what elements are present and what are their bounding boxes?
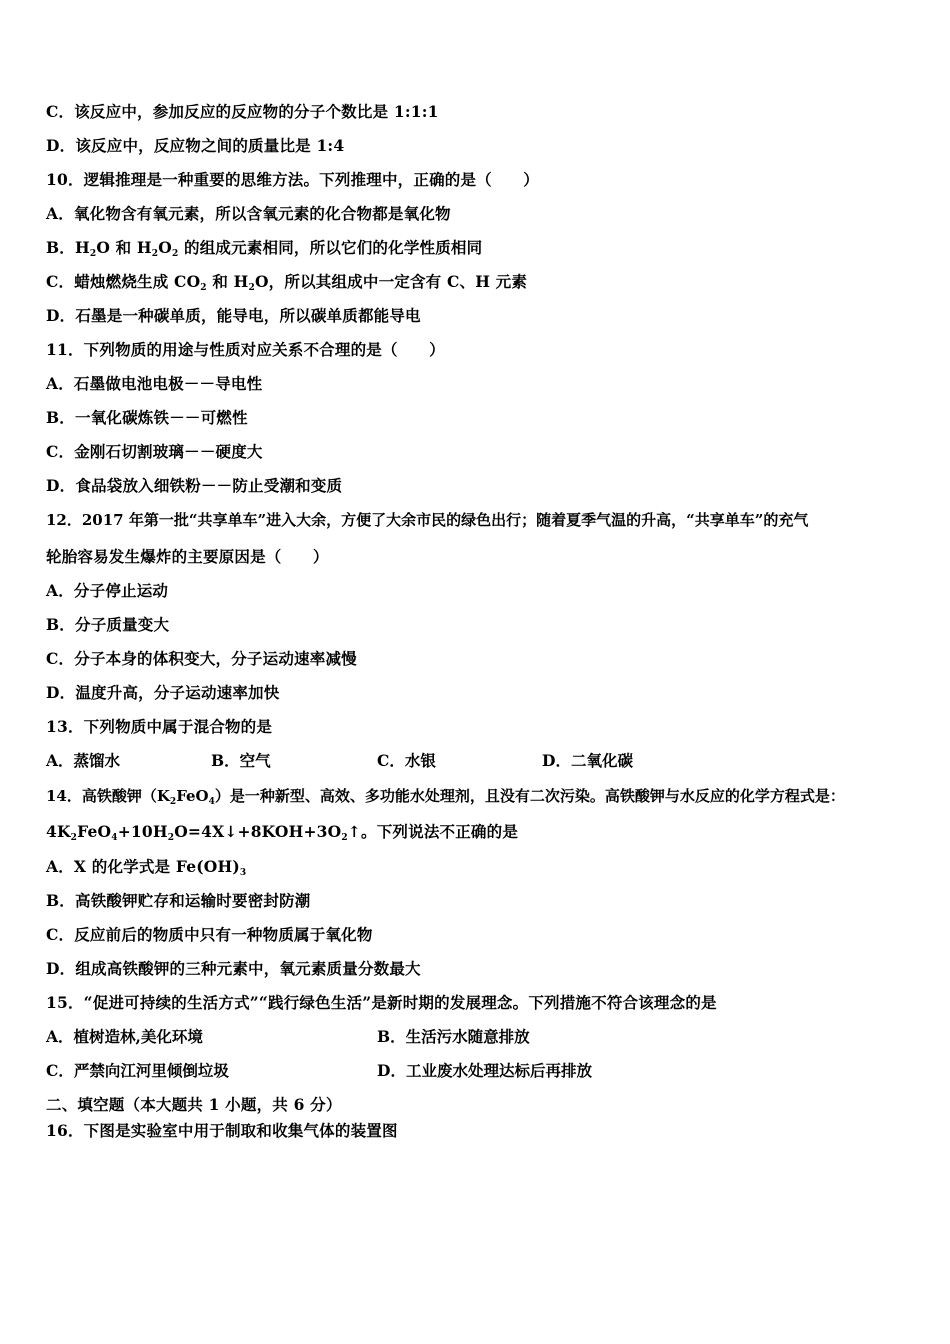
q12-option-a: A．分子停止运动 bbox=[46, 581, 169, 600]
q10-option-b: B．$H_2O$ 和 $H_2O_2$ 的组成元素相同，所以它们的化学性质相同 bbox=[46, 238, 483, 259]
q12-option-d: D．温度升高，分子运动速率加快 bbox=[46, 683, 280, 702]
q12-option-b: B．分子质量变大 bbox=[46, 615, 170, 634]
q14-stem-line1: 14．高铁酸钾$(K_2FeO_4)$是一种新型、高效、多功能水处理剂，且没有二次污染。高铁酸钾与水反应的化学方程式是： bbox=[46, 787, 845, 807]
q14-option-c: C．反应前后的物质中只有一种物质属于氧化物 bbox=[46, 925, 373, 944]
q13-option-c: C．水银 bbox=[377, 751, 436, 770]
q14-option-b: B．高铁酸钾贮存和运输时要密封防潮 bbox=[46, 891, 311, 910]
q15-option-d: D．工业废水处理达标后再排放 bbox=[377, 1061, 592, 1080]
q12-stem-line2: 轮胎容易发生爆炸的主要原因是（ ） bbox=[46, 547, 329, 566]
q10-stem: 10．逻辑推理是一种重要的思维方法。下列推理中，正确的是（ ） bbox=[46, 170, 539, 189]
section-heading-fill-in: 二、填空题（本大题共 1 小题，共 6 分） bbox=[46, 1095, 342, 1114]
q11-option-b: B．一氧化碳炼铁－－可燃性 bbox=[46, 408, 248, 427]
q9-option-c: C．该反应中，参加反应的反应物的分子个数比是 1:1:1 bbox=[46, 102, 439, 121]
q10-option-c: C．蜡烛燃烧生成 $CO_2$ 和 $H_2O$，所以其组成中一定含有 C、H 元素 bbox=[46, 272, 528, 293]
q10-option-d: D．石墨是一种碳单质，能导电，所以碳单质都能导电 bbox=[46, 306, 421, 325]
q13-option-a: A．蒸馏水 bbox=[46, 751, 121, 770]
q13-stem: 13．下列物质中属于混合物的是 bbox=[46, 717, 273, 736]
q15-option-a: A．植树造林,美化环境 bbox=[46, 1027, 203, 1046]
q15-option-b: B．生活污水随意排放 bbox=[377, 1027, 530, 1046]
q13-option-d: D．二氧化碳 bbox=[542, 751, 633, 770]
q13-option-b: B．空气 bbox=[211, 751, 271, 770]
q11-option-d: D．食品袋放入细铁粉－－防止受潮和变质 bbox=[46, 476, 343, 495]
q14-option-d: D．组成高铁酸钾的三种元素中，氧元素质量分数最大 bbox=[46, 959, 421, 978]
q15-option-c: C．严禁向江河里倾倒垃圾 bbox=[46, 1061, 229, 1080]
q12-stem-line1: 12．2017 年第一批“共享单车”进入大余，方便了大余市民的绿色出行；随着夏季气温的升高，“共享单车”的充气 bbox=[46, 511, 809, 529]
q15-stem: 15．“促进可持续的生活方式”“践行绿色生活”是新时期的发展理念。下列措施不符合该理念的是 bbox=[46, 993, 717, 1012]
q11-option-a: A．石墨做电池电极－－导电性 bbox=[46, 374, 263, 393]
q14-equation: $4K_2FeO_4+10H_2O=4X↓+8KOH+3O_2↑$。下列说法不正确的是 bbox=[46, 822, 519, 843]
q12-option-c: C．分子本身的体积变大，分子运动速率减慢 bbox=[46, 649, 357, 668]
q10-option-a: A．氧化物含有氧元素，所以含氧元素的化合物都是氧化物 bbox=[46, 204, 451, 223]
q14-option-a: A．X 的化学式是 $Fe(OH)_3$ bbox=[46, 857, 247, 878]
q9-option-d: D．该反应中，反应物之间的质量比是 1:4 bbox=[46, 136, 345, 155]
q11-stem: 11．下列物质的用途与性质对应关系不合理的是（ ） bbox=[46, 340, 445, 359]
q11-option-c: C．金刚石切割玻璃－－硬度大 bbox=[46, 442, 263, 461]
q16-stem: 16．下图是实验室中用于制取和收集气体的装置图 bbox=[46, 1121, 398, 1140]
